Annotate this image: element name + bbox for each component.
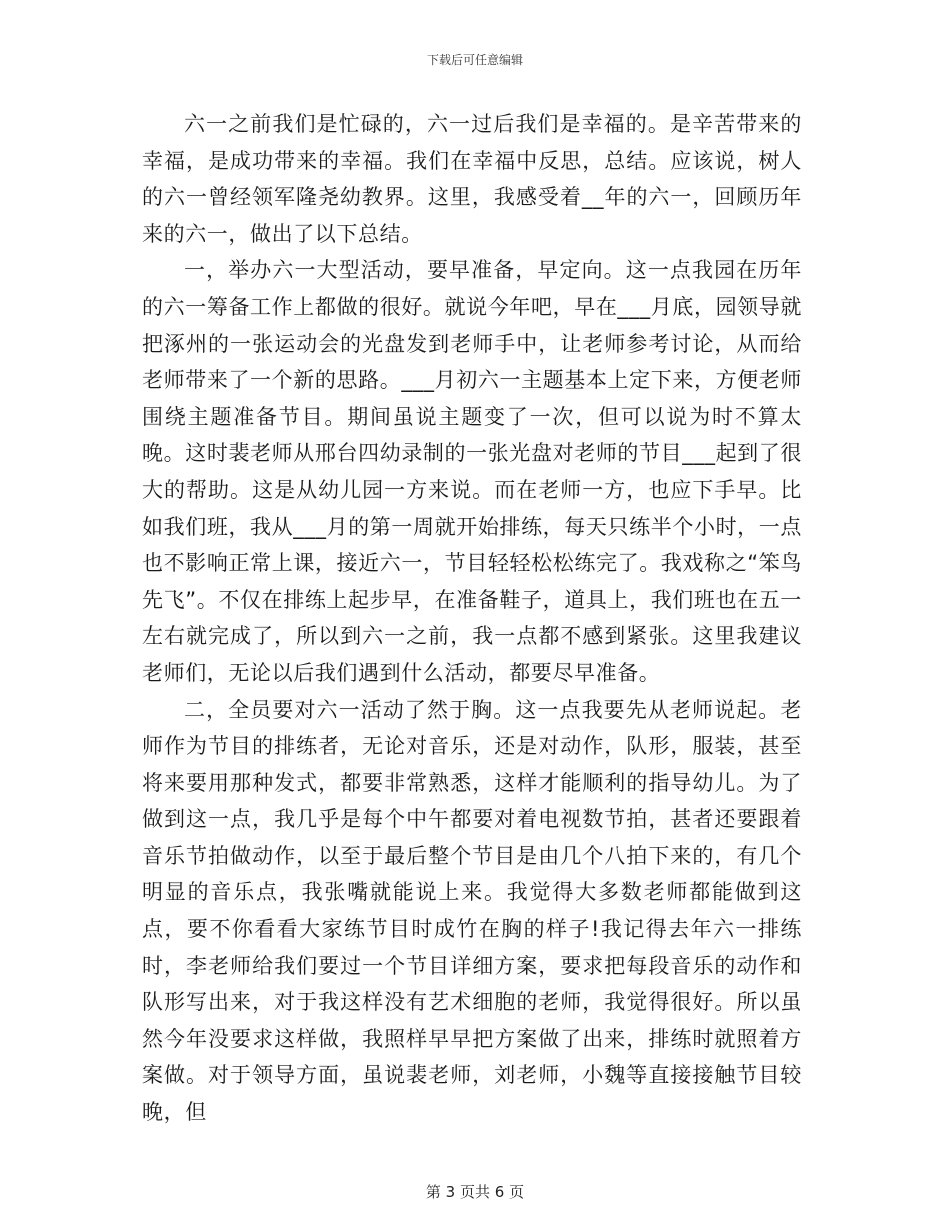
paragraph-point-two: 二，全员要对六一活动了然于胸。这一点我要先从老师说起。老师作为节目的排练者，无论对音乐，还是对动作，队形，服装，甚至将来要用那种发式，都要非常熟悉，这样才能顺利的指导幼儿。为了做到这一点，我几乎是每个中午都要对着电视数节拍，甚者还要跟着音乐节拍做动作，以至于最后整个节目是由几个八拍下来的，有几个明显的音乐点，我张嘴就能说上来。我觉得大多数老师都能做到这点，要不你看看大家练节目时成竹在胸的样子!我记得去年六一排练时，李老师给我们要过一个节目详细方案，要求把每段音乐的动作和队形写出来，对于我这样没有艺术细胞的老师，我觉得很好。所以虽然今年没要求这样做，我照样早早把方案做了出来，排练时就照着方案做。对于领导方面，虽说裴老师，刘老师，小魏等直接接触节目较晚，但 (142, 697, 802, 1125)
page-number: 第 3 页共 6 页 (425, 1183, 525, 1201)
document-body (142, 106, 802, 1131)
paragraph-point-one: 一，举办六一大型活动，要早准备，早定向。这一点我园在历年的六一筹备工作上都做的很好。就说今年吧，早在___月底，园领导就把涿州的一张运动会的光盘发到老师手中，让老师参考讨论，从而给老师带来了一个新的思路。___月初六一主题基本上定下来，方便老师围绕主题准备节目。期间虽说主题变了一次，但可以说为时不算太晚。这时裴老师从邢台四幼录制的一张光盘对老师的节目___起到了很大的帮助。这是从幼儿园一方来说。而在老师一方，也应下手早。比如我们班，我从___月的第一周就开始排练，每天只练半个小时，一点也不影响正常上课，接近六一，节目轻轻松松练完了。我戏称之“笨鸟先飞”。不仅在排练上起步早，在准备鞋子，道具上，我们班也在五一左右就完成了，所以到六一之前，我一点都不感到紧张。这里我建议老师们，无论以后我们遇到什么活动，都要尽早准备。 (142, 258, 802, 685)
paragraph-intro: 六一之前我们是忙碌的，六一过后我们是幸福的。是辛苦带来的幸福，是成功带来的幸福。我们在幸福中反思，总结。应该说，树人的六一曾经领军隆尧幼教界。这里，我感受着__年的六一，回顾历年来的六一，做出了以下总结。 (142, 112, 802, 246)
page-header-note: 下载后可任意编辑 (426, 53, 523, 67)
